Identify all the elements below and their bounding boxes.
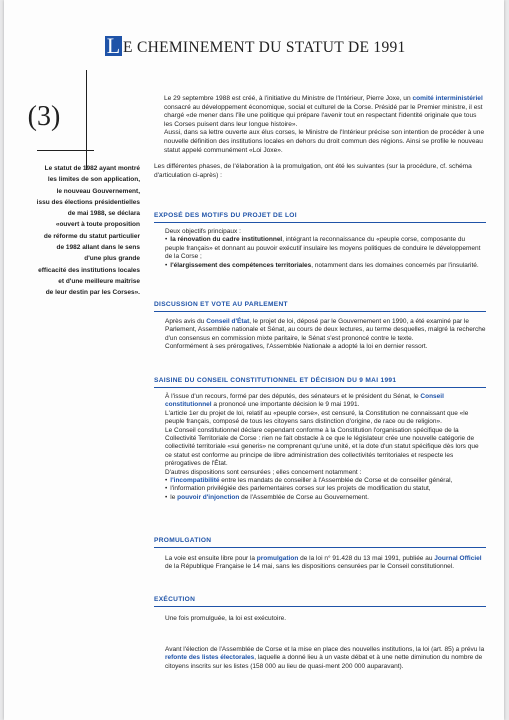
horizontal-rule [37, 150, 94, 151]
section-promulgation-body: La voie est ensuite libre pour la promulgation de la loi n° 91.428 du 13 mai 1991, publiée au Journal Officiel de la République Française le 14 mai, sans les dispositions censurées par le Conseil constitutionnel. [165, 555, 482, 571]
intro-paragraph-2: Aussi, dans sa lettre ouverte aux élus corses, le Ministre de l'Intérieur précise son intention de procéder à une nouvelle définition des institutions locales en dehors du droit commun des régions. Ainsi se profile le nouveau statut appelé communément «Loi Joxe». [164, 129, 485, 154]
sidebar-line: de 1982 allant dans le sens [56, 244, 140, 252]
section-rule [154, 606, 486, 607]
vertical-rule [86, 70, 87, 170]
section-heading-promulgation: PROMULGATION [154, 537, 212, 544]
sidebar-line: et d'une meilleure maîtrise [58, 277, 140, 285]
intro-paragraph-3: Les différentes phases, de l'élaboration à la promulgation, ont été les suivantes (sur la procédure, cf. schéma d'articulation ci-après) : [154, 163, 472, 179]
sidebar-line: de mai 1988, se déclara [67, 210, 140, 218]
link-refonte: refonte des listes électorales [165, 654, 255, 662]
sidebar-line: efficacité des institutions locales [38, 266, 140, 274]
sidebar-line: le nouveau Gouvernement, [56, 187, 140, 195]
section-saisine-body: À l'issue d'un recours, formé par des députés, des sénateurs et le président du Sénat, le Conseil constitutionnel a prononcé une importante décision le 9 mai 1991. L'article 1er du projet de loi, relatif au «peuple corse», est censuré, la Constitution ne connaissant que «le peuple français, composé de tous les citoyens sans distinction d'origine, de race ou de religion». Le Conseil constitutionnel déclare cependant conforme à la Constitution l'organisation spécifique de la Collectivité Territoriale de Corse : rien ne fait obstacle à ce que le législateur crée une nouvelle catégorie de collectivité territoriale «sui generis» ne comprenant qu'une unité, et la dote d'un statut spécifique dès lors que ce statut est conforme au principe de libre administration des collectivités territoriales et respecte les prérogatives de l'État. D'autres dispositions sont censurées ; elles concernent notamment : • l'incompatibilité entre les mandats de conseiller à l'Assemblée de Corse et de conseiller général, • l'information privilégiée des parlementaires corses sur les projets de modification du statut, • le pouvoir d'injonction de l'Assemblée de Corse au Gouvernement. [165, 393, 486, 502]
closing-paragraph: Avant l'élection de l'Assemblée de Corse et la mise en place des nouvelles institutions, la loi (art. 85) a prévu la refonte des listes électorales, laquelle a donné lieu à un vaste débat et à une nette diminution du nombre de citoyens inscrits sur les listes (158 000 au lieu de quasi-ment 200 000 auparavant). [165, 646, 485, 670]
link-conseil-constitutionnel: Conseil constitutionnel [165, 393, 444, 409]
title-initial: L [106, 33, 121, 58]
sidebar-line: de leur destin par les Corses». [45, 289, 140, 297]
sidebar-line: «ouvert à toute proposition [55, 221, 140, 229]
sidebar-line: de réforme du statut particulier [43, 232, 140, 240]
intro-text [154, 95, 486, 180]
page-title [105, 33, 406, 58]
section-heading-execution: EXÉCUTION [154, 596, 196, 603]
section-heading-parlement: DISCUSSION ET VOTE AU PARLEMENT [154, 301, 288, 308]
link-conseil-etat: Conseil d'État [206, 318, 250, 325]
section-execution-body: Une fois promulguée, la loi est exécutoire. [165, 615, 287, 622]
title-text: E CHEMINEMENT DU STATUT DE 1991 [123, 39, 406, 56]
sidebar-line: d'une plus grande [84, 255, 140, 263]
sidebar-line: Le statut de 1982 ayant montré [44, 165, 140, 172]
section-parlement-body: Après avis du Conseil d'État, le projet de loi, déposé par le Gouvernement en 1990, a été examiné par le Parlement, Assemblée nationale et Sénat, au cours de deux lectures, au terme desquelles, malgré la recherche d'un consensus en commission mixte paritaire, le Sénat s'est prononcé contre le texte. Conformément à ses prérogatives, l'Assemblée Nationale a adopté la loi en dernier ressort. [165, 318, 486, 351]
chapter-number: (3) [27, 101, 61, 132]
section-rule [154, 311, 486, 312]
section-motifs-body: Deux objectifs principaux : • la rénovation du cadre institutionnel, intégrant la reconnaissance du «peuple corse, composante du peuple français» et donnant au pouvoir exécutif insulaire les moyens politiques de conduire le développement de la Corse ; • l'élargissement des compétences territoriales, notamment dans les domaines concernés par l'insularité. [165, 228, 486, 270]
section-heading-saisine: SAISINE DU CONSEIL CONSTITUTIONNEL ET DÉCISION DU 9 MAI 1991 [154, 377, 397, 384]
sidebar-line: issu des élections présidentielles [36, 198, 140, 206]
section-rule [154, 222, 486, 223]
sidebar-line: les limites de son application, [47, 176, 140, 184]
section-rule [154, 547, 486, 548]
link-comite: comité interministériel [412, 95, 483, 102]
section-heading-motifs: EXPOSÉ DES MOTIFS DU PROJET DE LOI [154, 212, 297, 219]
intro-paragraph-1: Le 29 septembre 1988 est créé, à l'initiative du Ministre de l'Intérieur, Pierre Joxe, un comité interministériel consacré au développement économique, social et culturel de la Corse. Présidé par le Premier ministre, il est chargé «de mener dans l'île une politique qui prépare l'avenir tout en respectant l'identité originale que tous les Corses puisent dans leur longue histoire». [164, 95, 483, 128]
section-rule [154, 387, 486, 388]
sidebar-quote [22, 163, 140, 299]
